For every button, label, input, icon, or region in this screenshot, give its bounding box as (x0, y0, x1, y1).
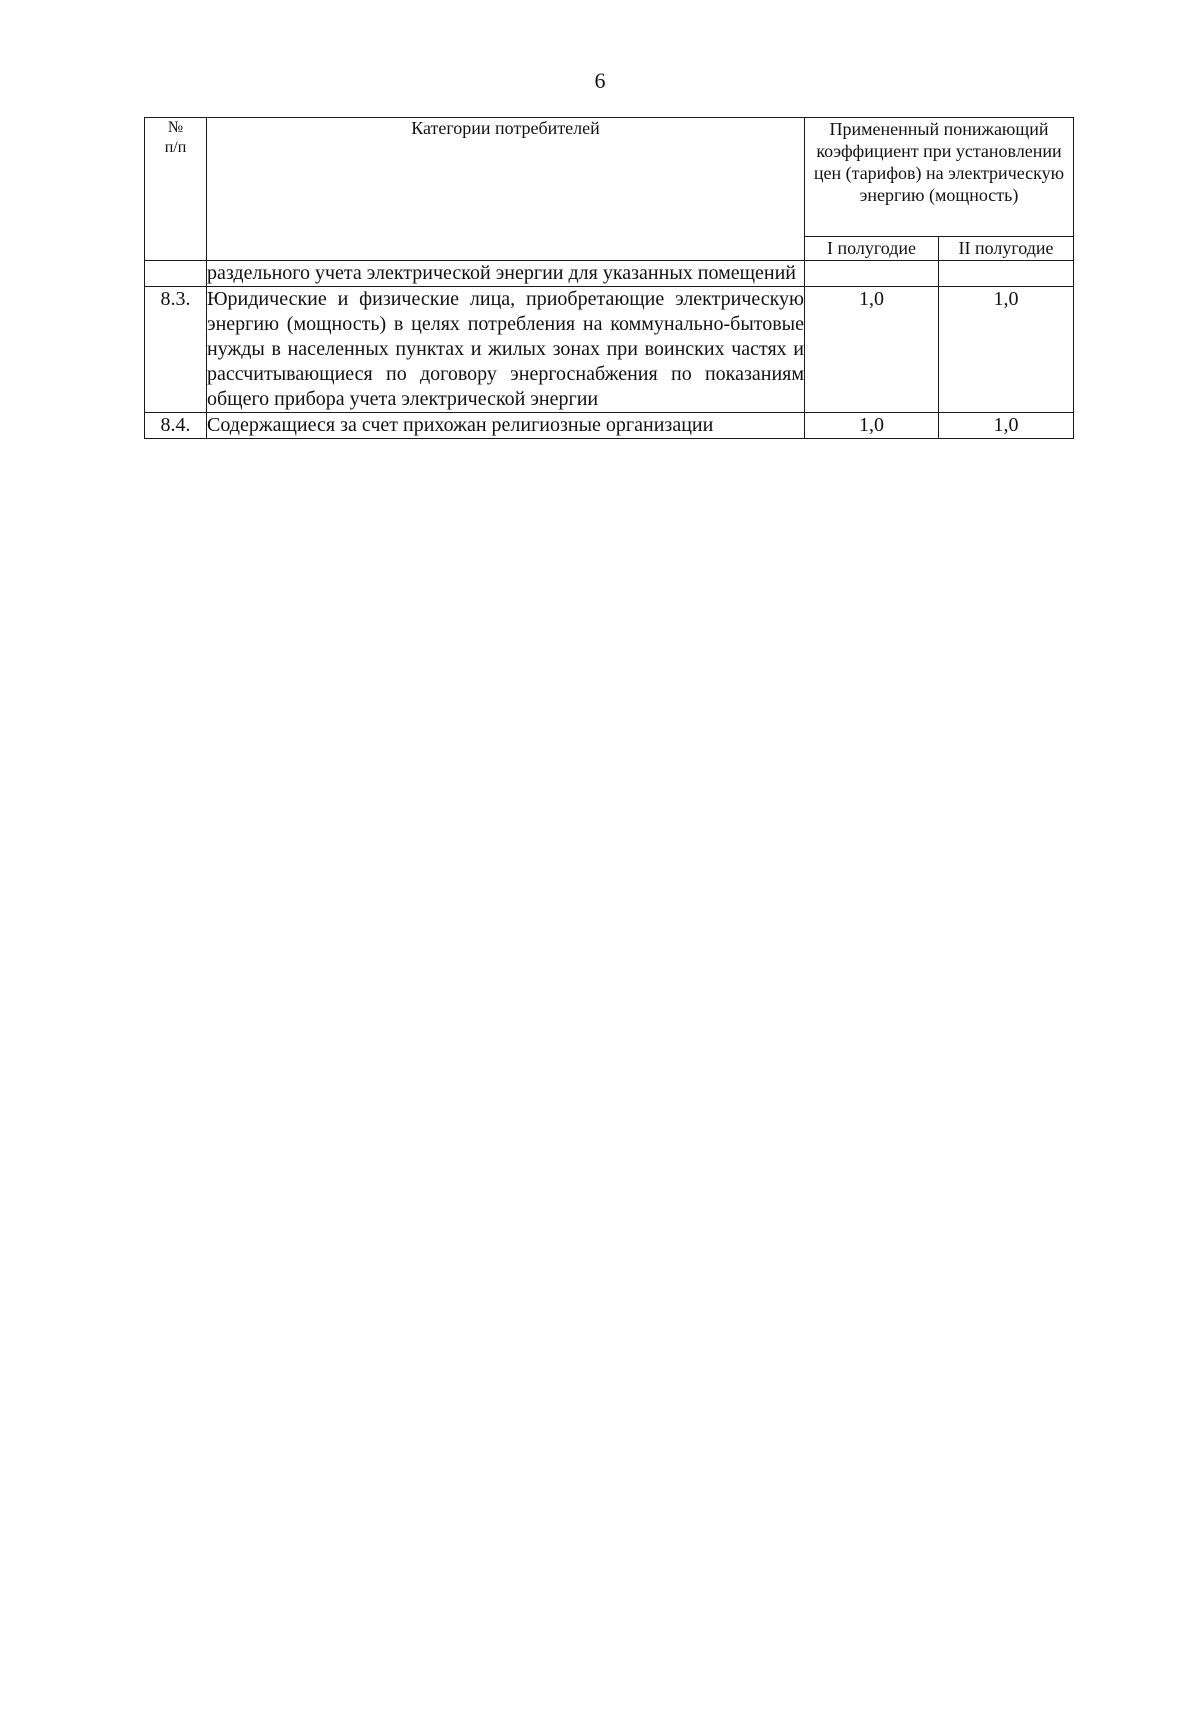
table-row (145, 261, 1074, 287)
tariff-table (144, 117, 1074, 439)
header-number-label: п/п (164, 139, 187, 156)
row-half-year-1: 1,0 (805, 413, 939, 439)
row-number (145, 261, 207, 287)
row-half-year-2: 1,0 (939, 287, 1074, 413)
row-category: Юридические и физические лица, приобретающие электрическую энергию (мощность) в целях потребления на коммунально-бытовые нужды в населенных пунктах и жилых зонах при воинских частях и рассчитывающиеся по договору энергоснабжения по показаниям общего прибора учета электрической энергии (207, 287, 805, 413)
header-row-number (145, 118, 207, 261)
row-category: раздельного учета электрической энергии для указанных помещений (207, 261, 805, 287)
header-category: Категории потребителей (207, 118, 805, 261)
row-half-year-1: 1,0 (805, 287, 939, 413)
table-header-row (145, 118, 1074, 237)
row-half-year-1 (805, 261, 939, 287)
header-half-year-1: I полугодие (805, 236, 939, 260)
header-coefficient: Примененный понижающий коэффициент при установлении цен (тарифов) на электрическую энергию (мощность) (805, 118, 1074, 237)
table-row (145, 413, 1074, 439)
page-number: 6 (594, 68, 606, 93)
row-category: Содержащиеся за счет прихожан религиозные организации (207, 413, 805, 439)
row-half-year-2 (939, 261, 1074, 287)
table-row (145, 287, 1074, 413)
header-half-year-2: II полугодие (939, 236, 1074, 260)
row-number: 8.3. (145, 287, 207, 413)
row-half-year-2: 1,0 (939, 413, 1074, 439)
header-number-symbol: № (167, 119, 184, 136)
row-number: 8.4. (145, 413, 207, 439)
